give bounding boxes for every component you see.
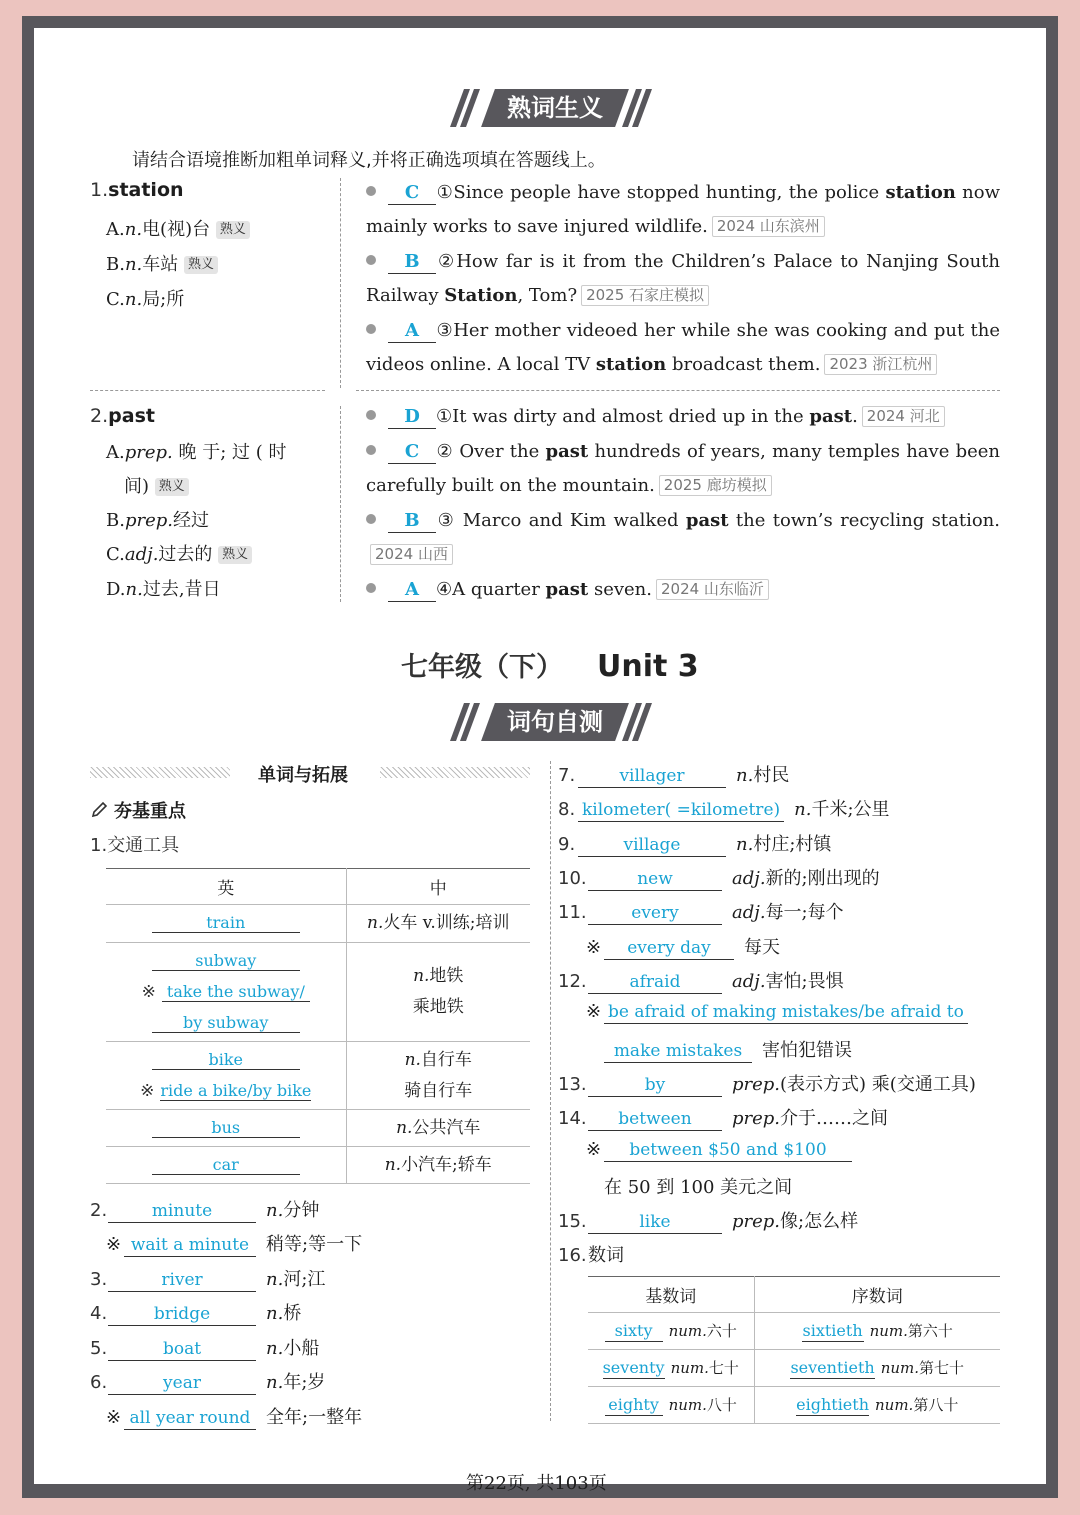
vocab-item: 16.数词	[558, 1245, 624, 1266]
banner-title: 词句自测	[507, 708, 603, 736]
answer-blank[interactable]: C	[388, 442, 436, 464]
vocab-item: 13. by prep.(表示方式) 乘(交通工具)	[558, 1074, 976, 1095]
answer-blank[interactable]: by subway	[152, 1014, 300, 1033]
example-sentence: D ①It was dirty and almost dried up in the past. 2024 河北	[366, 400, 1000, 434]
q2-heading: 2.past	[90, 405, 155, 427]
header-en: 英	[106, 869, 346, 905]
vocab-item: ※ every day 每天	[586, 937, 780, 958]
answer-blank[interactable]: wait a minute	[124, 1236, 256, 1257]
answer-blank[interactable]: C	[388, 183, 436, 205]
answer-blank[interactable]: sixtieth	[802, 1321, 863, 1341]
answer-blank[interactable]: eighty	[605, 1396, 663, 1415]
table-row: subway ※ take the subway/ by subway n.地铁 乘地铁	[106, 943, 530, 1042]
answer-blank[interactable]: subway	[152, 952, 300, 971]
section-banner-1	[450, 89, 660, 127]
bullet-dot	[366, 255, 376, 265]
source-tag: 2023 浙江杭州	[824, 354, 937, 375]
instruction: 请结合语境推断加粗单词释义,并将正确选项填在答题线上。	[132, 150, 606, 171]
source-tag: 2025 石家庄模拟	[581, 285, 709, 306]
vocab-item: ※ be afraid of making mistakes/be afraid to	[586, 1001, 978, 1024]
vocab-item: 6. year n.年;岁	[90, 1372, 326, 1393]
answer-blank[interactable]: minute	[108, 1202, 256, 1223]
answer-blank[interactable]: bridge	[108, 1305, 256, 1326]
header-cn: 中	[346, 869, 530, 905]
answer-blank[interactable]: between $50 and $100	[604, 1141, 852, 1162]
hatch-left	[90, 767, 230, 778]
vocab-item: 7. villager n.村民	[558, 765, 790, 786]
table-row: train n.火车 v.训练;培训	[106, 905, 530, 943]
answer-blank[interactable]: village	[578, 836, 726, 857]
answer-blank[interactable]: B	[388, 252, 436, 274]
answer-blank[interactable]: B	[388, 511, 436, 533]
answer-blank[interactable]: year	[108, 1374, 256, 1395]
vocab-item: 2. minute n.分钟	[90, 1200, 320, 1221]
answer-blank[interactable]: bus	[152, 1119, 300, 1138]
vocab-item: 4. bridge n.桥	[90, 1303, 302, 1324]
example-sentence: C ② Over the past hundreds of years, many temples have been carefully built on the mountain. 2025 廊坊模拟	[366, 441, 1001, 496]
answer-blank[interactable]: villager	[578, 767, 726, 788]
tag-badge: 熟义	[184, 256, 218, 274]
answer-blank[interactable]: be afraid of making mistakes/be afraid to	[604, 1003, 968, 1024]
source-tag: 2024 山西	[370, 544, 453, 565]
vocab-item: ※ between $50 and $100	[586, 1139, 862, 1162]
answer-blank[interactable]: like	[588, 1213, 722, 1234]
page	[34, 28, 1046, 1494]
vocab-item: make mistakes 害怕犯错误	[604, 1036, 852, 1063]
example-sentence: B ③ Marco and Kim walked past the town’s recycling station.2024 山西	[366, 504, 1000, 572]
tag-badge: 熟义	[218, 546, 252, 564]
vocab-item: ※ all year round 全年;一整年	[106, 1407, 363, 1428]
option: C.adj.过去的 熟义	[106, 540, 252, 566]
answer-blank[interactable]: by	[588, 1076, 722, 1097]
option: D.n.过去,昔日	[106, 579, 221, 600]
answer-blank[interactable]: make mistakes	[604, 1042, 752, 1063]
bullet-dot	[366, 514, 376, 524]
q1-heading: 1.station	[90, 179, 184, 201]
table-row: bike ※ ride a bike/by bike n.自行车 骑自行车	[106, 1042, 530, 1110]
answer-blank[interactable]: river	[108, 1271, 256, 1292]
answer-blank[interactable]: car	[152, 1156, 300, 1175]
pencil-icon	[90, 801, 110, 819]
vocab-item: 3. river n.河;江	[90, 1269, 326, 1290]
example-sentence: A ③Her mother videoed her while she was cooking and put the videos online. A local TV station broadcast them. 2023 浙江杭州	[366, 320, 1001, 375]
answer-blank[interactable]: all year round	[124, 1409, 256, 1430]
header-cardinal: 基数词	[588, 1277, 754, 1313]
option: 间) 熟义	[124, 472, 189, 498]
example-sentence: C ①Since people have stopped hunting, the police station now mainly works to save injured wildlife. 2024 山东滨州	[366, 182, 1001, 237]
header-ordinal: 序数词	[754, 1277, 1000, 1313]
vocab-item: 15. like prep.像;怎么样	[558, 1211, 859, 1232]
hatch-right	[380, 767, 530, 778]
subheader: 单词与拓展	[258, 765, 348, 786]
example-sentence: A ④A quarter past seven. 2024 山东临沂	[366, 573, 1000, 607]
option: B.n.车站 熟义	[106, 250, 218, 276]
answer-blank[interactable]: ride a bike/by bike	[160, 1080, 312, 1100]
answer-blank[interactable]: take the subway/	[162, 983, 310, 1002]
source-tag: 2024 河北	[862, 406, 945, 427]
vocab-item: 8. kilometer( =kilometre) n.千米;公里	[558, 799, 890, 820]
option: C.n.局;所	[106, 289, 185, 310]
answer-blank[interactable]: D	[388, 407, 436, 429]
answer-blank[interactable]: new	[588, 870, 722, 891]
source-tag: 2025 廊坊模拟	[659, 475, 772, 496]
unit-title: 七年级（下） Unit 3	[401, 649, 699, 684]
answer-blank[interactable]: boat	[108, 1340, 256, 1361]
vocab-item: 14. between prep.介于……之间	[558, 1108, 889, 1129]
answer-blank[interactable]: every day	[604, 939, 734, 960]
answer-blank[interactable]: A	[388, 580, 436, 602]
transport-label: 1.交通工具	[90, 835, 180, 856]
page-footer: 第22页, 共103页	[466, 1473, 607, 1494]
answer-blank[interactable]: every	[588, 904, 722, 925]
vocab-item: 在 50 到 100 美元之间	[604, 1177, 793, 1198]
bullet-dot	[366, 583, 376, 593]
section-banner-2	[450, 703, 660, 741]
answer-blank[interactable]: train	[152, 914, 300, 933]
option: B.prep.经过	[106, 510, 209, 531]
answer-blank[interactable]: afraid	[588, 973, 722, 994]
vocab-item: ※ wait a minute 稍等;等一下	[106, 1234, 363, 1255]
tag-badge: 熟义	[155, 478, 189, 496]
bullet-dot	[366, 410, 376, 420]
source-tag: 2024 山东滨州	[712, 216, 825, 237]
option: A.prep. 晚 于; 过 ( 时	[106, 442, 287, 463]
table-row: seventy num.七十 seventieth num.第七十	[588, 1350, 1000, 1387]
tag-badge: 熟义	[216, 221, 250, 239]
key-label: 夯基重点	[90, 797, 186, 823]
answer-blank[interactable]: A	[388, 321, 436, 343]
table-row: bus n.公共汽车	[106, 1110, 530, 1147]
vocab-item: 12. afraid adj.害怕;畏惧	[558, 971, 844, 992]
answer-blank[interactable]: kilometer( =kilometre)	[578, 801, 784, 822]
table-row: eighty num.八十 eightieth num.第八十	[588, 1387, 1000, 1424]
example-sentence: B ②How far is it from the Children’s Palace to Nanjing South Railway Station, Tom? 2025 石家庄模拟	[366, 251, 1000, 306]
answer-blank[interactable]: bike	[152, 1051, 300, 1070]
option: A.n.电(视)台 熟义	[106, 215, 250, 241]
table-row: sixty num.六十 sixtieth num.第六十	[588, 1313, 1000, 1350]
vocab-item: 10. new adj.新的;刚出现的	[558, 868, 880, 889]
bullet-dot	[366, 186, 376, 196]
answer-blank[interactable]: eightieth	[796, 1395, 870, 1415]
vocab-item: 5. boat n.小船	[90, 1338, 320, 1359]
answer-blank[interactable]: seventy	[602, 1358, 665, 1378]
vocab-item: 11. every adj.每一;每个	[558, 902, 844, 923]
vocab-item: 9. village n.村庄;村镇	[558, 834, 832, 855]
answer-blank[interactable]: seventieth	[790, 1358, 875, 1378]
answer-blank[interactable]: sixty	[605, 1322, 663, 1341]
bullet-dot	[366, 324, 376, 334]
banner-title: 熟词生义	[507, 94, 603, 122]
bullet-dot	[366, 445, 376, 455]
source-tag: 2024 山东临沂	[656, 579, 769, 600]
table-row: car n.小汽车;轿车	[106, 1147, 530, 1184]
answer-blank[interactable]: between	[588, 1110, 722, 1131]
